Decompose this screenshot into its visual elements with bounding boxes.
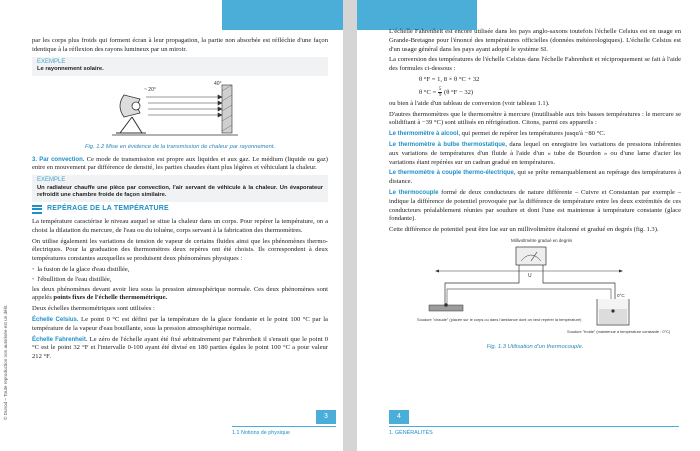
alcohol-text: qui permet de repérer les températures jusqu'à −80 °C.	[460, 130, 606, 138]
conductor-wires	[445, 265, 615, 309]
left-page	[0, 0, 343, 451]
intro-paragraph: par les corps plus froids qui forment écran à leur propagation, la partie non absorbée est réfléchie d'une façon identique à la réflexion des rayons lumineux par un miroir.	[32, 37, 328, 53]
u-label: U	[528, 272, 532, 279]
formula-1: θ °F = 1, 8 × θ °C + 32	[419, 75, 480, 83]
section-title: REPÉRAGE DE LA TEMPÉRATURE	[47, 205, 169, 213]
formula-2-post: (θ °F − 32)	[442, 88, 474, 96]
bulb-lead: Le thermomètre à bulbe thermostatique,	[389, 141, 507, 148]
paragraph-3-text: les deux phénomènes devant avoir lieu sous la pression atmosphérique normale. Ces deux phénomènes sont appelés	[32, 285, 328, 302]
example-title: EXEMPLE	[37, 58, 66, 65]
example-box-2	[32, 175, 328, 202]
paragraph-3	[32, 286, 328, 304]
bullet-item	[32, 276, 328, 285]
convection-lead: 3. Par convection.	[32, 156, 85, 163]
right-page	[357, 0, 700, 451]
celsius-paragraph	[32, 316, 328, 334]
absorbing-wall	[222, 85, 232, 133]
bullet-item	[32, 266, 328, 275]
celsius-lead: Échelle Celsius.	[32, 316, 79, 323]
couple-thermometer	[389, 169, 681, 187]
thermocouple-text: formé de deux conducteurs de nature différente – Cuivre et Constantan par exemple – indique la différence de potentiel provoquée par la différence de température entre les deux extrémités de ces conducteurs préalablement réunies par soudure et dont l'une est maintenue à température constante (glace fondante).	[389, 188, 682, 223]
paragraph-4: D'autres thermomètres que le thermomètre à mercure (inutilisable aux très basses températures : le mercure se solidifiant à −39 °C) sont utilisés en réfrigération. Citons, parmi ces appareils :	[389, 110, 681, 127]
right-column	[389, 28, 681, 356]
example-text: Le rayonnement solaire.	[37, 66, 104, 73]
paragraph-3: ou bien à l'aide d'un tableau de conversion (voir tableau 1.1).	[389, 99, 550, 107]
paragraph-5: Cette différence de potentiel peut être lue sur un millivoltmètre étalonné et gradué en degrés (fig. 1.3).	[389, 226, 659, 234]
left-top-bar	[222, 0, 343, 30]
zero-degree-label: 0°C	[617, 292, 625, 298]
radiant-heater-icon	[116, 95, 146, 133]
millivoltmeter-icon	[516, 247, 546, 265]
radiation-arrows	[146, 95, 222, 117]
heater-temp-label: ~ 20°	[144, 86, 156, 93]
fraction-denominator: 9	[438, 92, 442, 98]
cold-junction-label: Soudure "froide" (maintenue à température constante : 0°C)	[567, 328, 671, 334]
paragraph-2: On utilise également les variations de tension de vapeur de certains fluides ainsi que les phénomènes thermo-électriques. Pour la graduation des thermomètres deux repères ont été choisis. Ils correspondent à deux températures constantes auxquelles se produisent deux phénomènes physiques :	[32, 237, 328, 263]
footer-text: 1.1 Notions de physique	[232, 430, 290, 436]
ice-bath-icon	[597, 299, 629, 325]
footer-text: 1. GÉNÉRALITÉS	[389, 430, 433, 436]
bulb-thermometer	[389, 141, 681, 167]
paragraph-1: L'échelle Fahrenheit est encore utilisée dans les pays anglo-saxons toutefois l'échelle Celsius est en usage en Grande-Bretagne pour l'énoncé des températures officielles (données météorologiques). L'échelle Celsius est d'un usage général dans les pays ayant adopté le système SI.	[389, 28, 681, 53]
bulb-text: dans lequel on enregistre les variations de pressions inhérentes aux variations de températures d'un fluide à l'aide d'un « tube de Bourdon » ou d'une lame d'acier les variations étant repérées sur un cadran gradué en températures.	[389, 140, 681, 166]
left-column	[32, 37, 328, 364]
bullet-text: l'ébullition de l'eau distillée,	[37, 275, 112, 283]
alcohol-thermometer	[389, 130, 681, 139]
example-box-1	[32, 57, 328, 76]
bullet-icon: •	[32, 275, 35, 283]
radiation-figure	[110, 79, 250, 141]
fahrenheit-paragraph	[32, 336, 328, 362]
example-title: EXEMPLE	[37, 177, 66, 184]
page-number: 3	[316, 410, 336, 424]
page-number: 4	[389, 410, 409, 424]
example-text: Un radiateur chauffe une pièce par convection, l'air servant de véhicule à la chaleur. Un évaporateur refroidit une chambre froide de façon similaire.	[37, 184, 323, 199]
couple-lead: Le thermomètre à couple thermo-électrique,	[389, 170, 516, 177]
footer-rule	[389, 426, 679, 427]
hot-junction-label: Soudure "chaude" (placée sur le corps ou dans l'ambiance dont on veut repérer la température)	[417, 316, 582, 322]
couple-text: qui se prête remarquablement au repérage des températures à distance.	[389, 169, 681, 186]
paragraph-2: La conversion des températures de l'échelle Celsius dans l'échelle Fahrenheit et réciproquement se fait à l'aide des formules ci-dessous :	[389, 56, 681, 73]
paragraph-3-bold: points fixes de l'échelle thermométrique.	[53, 294, 168, 302]
right-top-bar	[357, 0, 477, 30]
thermocouple-lead: Le thermocouple	[389, 189, 439, 196]
book-gutter	[343, 0, 357, 451]
fahrenheit-lead: Échelle Fahrenheit.	[32, 336, 88, 343]
fraction-numerator: 5	[438, 86, 442, 92]
side-credit: © Dunod – Toute reproduction non autorisée est un délit.	[3, 304, 8, 420]
thermocouple-figure	[415, 237, 671, 341]
millivoltmeter-label: Millivoltmètre gradué en degrés	[511, 237, 573, 243]
hot-junction-icon	[429, 303, 463, 311]
wall-temp-label: 40°	[214, 80, 222, 87]
fahrenheit-text: Le zéro de l'échelle ayant été fixé arbitrairement par Fahrenheit il s'ensuit que le point 0 °C est le point 32 °F et l'intervalle 0-100 ayant été divisé en 180 parties égales le point 100 °C a pour valeur 212 °F.	[32, 335, 328, 361]
footer-rule	[232, 426, 336, 427]
paragraph-4: Deux échelles thermométriques sont utilisées :	[32, 305, 155, 313]
convection-text: Ce mode de transmission est propre aux liquides et aux gaz. Le médium (liquide ou gaz) entre en mouvement par différence de densité, les parties chaudes étant plus légères et véhiculant la chaleur.	[32, 155, 328, 172]
figure-3-caption: Fig. 1.3 Utilisation d'un thermocouple.	[486, 343, 584, 350]
formula-2	[419, 87, 681, 98]
alcohol-lead: Le thermomètre à alcool,	[389, 131, 461, 138]
section-bars-icon	[32, 205, 42, 214]
bullet-icon: •	[32, 265, 35, 273]
paragraph-1: La température caractérise le niveau auquel se situe la chaleur dans un corps. Pour repérer la température, on a choisi la dilatation du mercure, de l'eau ou du toluène, corps servant à la fabrication des thermomètres.	[32, 217, 328, 234]
bullet-text: la fusion de la glace d'eau distillée,	[37, 265, 130, 273]
figure-1-caption: Fig. 1.2 Mise en évidence de la transmission de chaleur par rayonnement.	[84, 143, 276, 150]
convection-paragraph	[32, 156, 328, 174]
thermocouple-paragraph	[389, 189, 681, 224]
celsius-text: Le point 0 °C est défini par la température de la glace fondante et le point 100 °C par la température de la vapeur d'eau bouillante, sous la pression atmosphérique normale.	[32, 315, 328, 332]
section-heading	[32, 205, 328, 214]
formula-2-pre: θ °C =	[419, 88, 438, 96]
